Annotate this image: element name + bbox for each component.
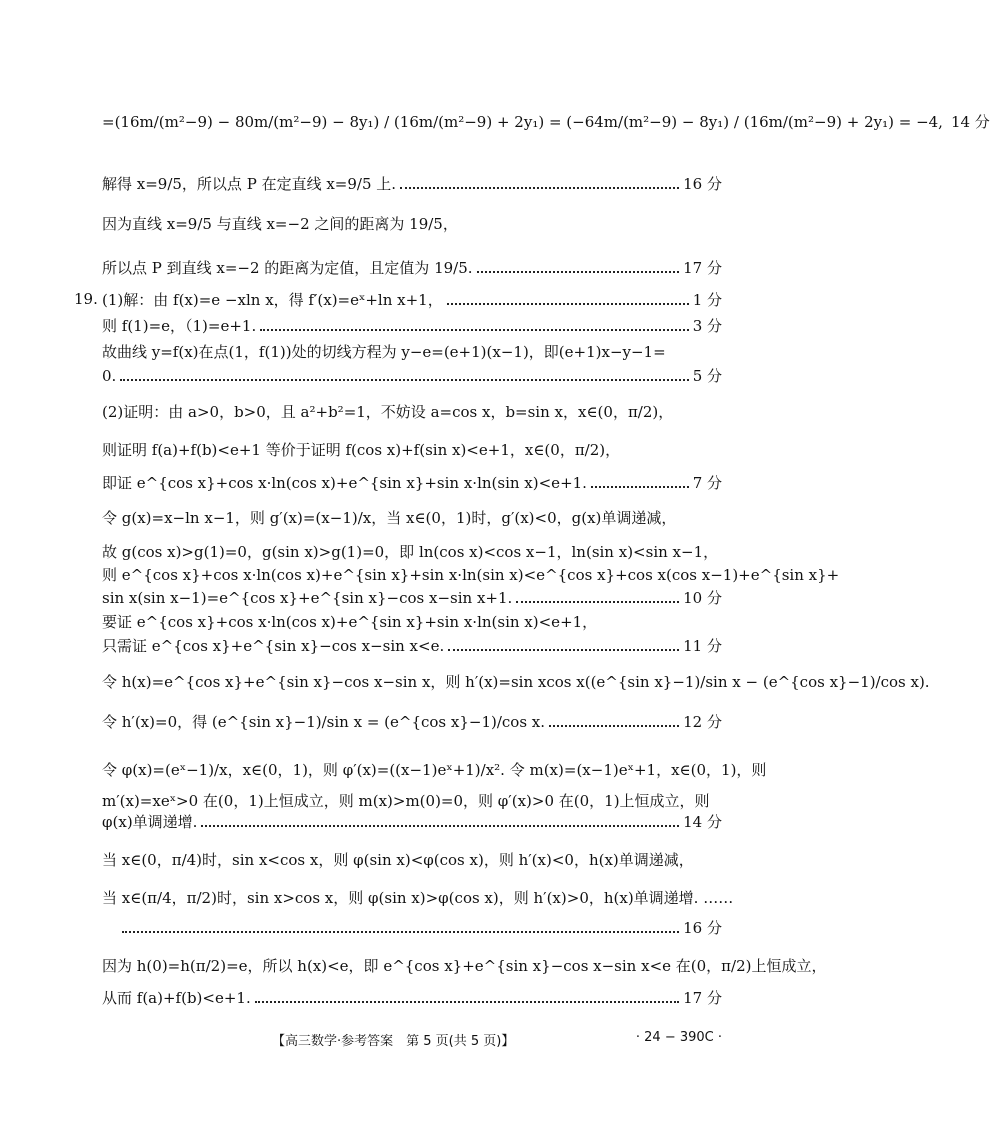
leader-dots [260, 329, 688, 331]
leader-dots [201, 825, 679, 827]
leader-dots [255, 1001, 679, 1003]
q19-p2-l17: 因为 h(0)=h(π/2)=e，所以 h(x)<e，即 e^{cos x}+e^{sin x}−cos x−sin x<e 在(0，π/2)上恒成立， [102, 957, 827, 975]
q19-p2-l10: 令 h(x)=e^{cos x}+e^{sin x}−cos x−sin x，则 h′(x)=sin xcos x((e^{sin x}−1)/sin x − (e^{cos x}−1)/cos x). [102, 673, 930, 691]
q18-line2-text: 解得 x=9/5，所以点 P 在定直线 x=9/5 上. [102, 175, 397, 193]
q18-step-16 [102, 174, 722, 194]
q19-p2-l12: 令 φ(x)=(eˣ−1)/x，x∈(0，1)，则 φ′(x)=((x−1)eˣ+1)/x². 令 m(x)=(x−1)eˣ+1，x∈(0，1)，则 [102, 761, 767, 779]
score-17b: 17 分 [683, 989, 722, 1007]
score-14b: 14 分 [683, 813, 722, 831]
q19-p2-step-16 [102, 918, 722, 938]
q19-p2-step-12 [102, 712, 722, 732]
q19-p2-l6: 则 e^{cos x}+cos x·ln(cos x)+e^{sin x}+sin x·ln(sin x)<e^{cos x}+cos x(cos x−1)+e^{sin x}+ [102, 566, 840, 584]
score-7: 7 分 [692, 474, 722, 492]
score-17: 17 分 [683, 259, 722, 277]
q19-p2-step-14 [102, 812, 722, 832]
question-number: 19. [74, 290, 98, 308]
q19-p2-l1: (2)证明：由 a>0，b>0，且 a²+b²=1，不妨设 a=cos x，b=sin x，x∈(0，π/2)， [102, 403, 674, 421]
footer-code: · 24 − 390C · [635, 1030, 722, 1045]
q19-p1-step-5 [102, 366, 722, 386]
q19-p2-l15: 当 x∈(0，π/4)时，sin x<cos x，则 φ(sin x)<φ(cos x)，则 h′(x)<0，h(x)单调递减， [102, 851, 694, 869]
q19-p2-step-10 [102, 588, 722, 608]
footer-title: 【高三数学·参考答案 第 5 页(共 5 页)】 [272, 1034, 515, 1049]
leader-dots [477, 271, 680, 273]
q19-p2-step-17 [102, 988, 722, 1008]
q19-p2-h-def [102, 672, 930, 692]
score-14: 14 分 [950, 113, 990, 131]
q18-line1-text: =(16m/(m²−9) − 80m/(m²−9) − 8y₁) / (16m/(m²−9) + 2y₁) = (−64m/(m²−9) − 8y₁) / (16m/(m²−9) + 2y₁) = −4, [102, 113, 943, 131]
q19-p2-equivalence [102, 440, 722, 460]
score-1: 1 分 [692, 291, 722, 309]
score-16: 16 分 [683, 175, 722, 193]
q19-p2-g-def [102, 508, 722, 528]
leader-dots [120, 379, 688, 381]
q19-p1-tangent [102, 342, 722, 362]
q19-p2-step-7 [102, 473, 722, 493]
score-3: 3 分 [692, 317, 722, 335]
leader-dots [400, 187, 679, 189]
score-11: 11 分 [683, 637, 722, 655]
q19-p2-step-11 [102, 636, 722, 656]
score-16b: 16 分 [683, 919, 722, 937]
q19-p1-step-1 [102, 290, 722, 310]
q19-p2-l5: 故 g(cos x)>g(1)=0，g(sin x)>g(1)=0，即 ln(cos x)<cos x−1，ln(sin x)<sin x−1， [102, 543, 719, 561]
page-footer [0, 1028, 800, 1050]
q19-p1-step-3 [102, 316, 722, 336]
q19-p2-conclusion [102, 956, 827, 976]
q19-p1-l2: 则 f(1)=e，（1)=e+1. [102, 317, 257, 335]
leader-dots [122, 931, 679, 933]
q19-p2-l8: 要证 e^{cos x}+cos x·ln(cos x)+e^{sin x}+sin x·ln(sin x)<e+1， [102, 613, 598, 631]
q19-p2-l3: 即证 e^{cos x}+cos x·ln(cos x)+e^{sin x}+sin x·ln(sin x)<e+1. [102, 474, 587, 492]
q19-p2-increasing [102, 888, 734, 908]
q18-step-14 [102, 92, 990, 152]
q19-p2-l9: 只需证 e^{cos x}+e^{sin x}−cos x−sin x<e. [102, 637, 445, 655]
q18-line4-text: 所以点 P 到直线 x=−2 的距离为定值，且定值为 19/5. [102, 259, 473, 277]
q19-p2-l16: 当 x∈(π/4，π/2)时，sin x>cos x，则 φ(sin x)>φ(cos x)，则 h′(x)>0，h(x)单调递增. …… [102, 889, 734, 907]
q19-p2-m-deriv [102, 791, 722, 811]
q19-p1-l3: 故曲线 y=f(x)在点(1，f(1))处的切线方程为 y−e=(e+1)(x−1)，即(e+1)x−y−1= [102, 343, 666, 361]
q19-p1-l1: (1)解：由 f(x)=e −xln x，得 f′(x)=eˣ+ln x+1， [102, 291, 443, 309]
q18-line3-text: 因为直线 x=9/5 与直线 x=−2 之间的距离为 19/5， [102, 215, 458, 233]
q19-p2-l18: 从而 f(a)+f(b)<e+1. [102, 989, 251, 1007]
q19-p2-phi-def [102, 760, 767, 780]
q19-p2-bound [102, 565, 840, 585]
q19-p2-to-prove [102, 612, 722, 632]
q19-p2-l14: φ(x)单调递增. [102, 813, 198, 831]
score-12: 12 分 [683, 713, 722, 731]
q19-p2-l13: m′(x)=xeˣ>0 在(0，1)上恒成立，则 m(x)>m(0)=0，则 φ′(x)>0 在(0，1)上恒成立，则 [102, 792, 710, 810]
score-10: 10 分 [683, 589, 722, 607]
leader-dots [549, 725, 679, 727]
q19-p2-setup [102, 402, 722, 422]
score-5: 5 分 [692, 367, 722, 385]
leader-dots [516, 601, 679, 603]
q19-p2-l4: 令 g(x)=x−ln x−1，则 g′(x)=(x−1)/x，当 x∈(0，1)时，g′(x)<0，g(x)单调递减， [102, 509, 677, 527]
q19-p2-l7: sin x(sin x−1)=e^{cos x}+e^{sin x}−cos x−sin x+1. [102, 589, 513, 607]
q19-p2-decreasing [102, 850, 722, 870]
q18-distance-line [102, 214, 722, 234]
leader-dots [447, 303, 689, 305]
q19-p2-l11: 令 h′(x)=0，得 (e^{sin x}−1)/sin x = (e^{cos x}−1)/cos x. [102, 713, 546, 731]
q18-step-17 [102, 258, 722, 278]
leader-dots [591, 486, 689, 488]
q19-p1-l4: 0. [102, 367, 117, 385]
q19-p2-g-ineq [102, 542, 722, 562]
q19-p2-l2: 则证明 f(a)+f(b)<e+1 等价于证明 f(cos x)+f(sin x)<e+1，x∈(0，π/2)， [102, 441, 621, 459]
leader-dots [448, 649, 679, 651]
